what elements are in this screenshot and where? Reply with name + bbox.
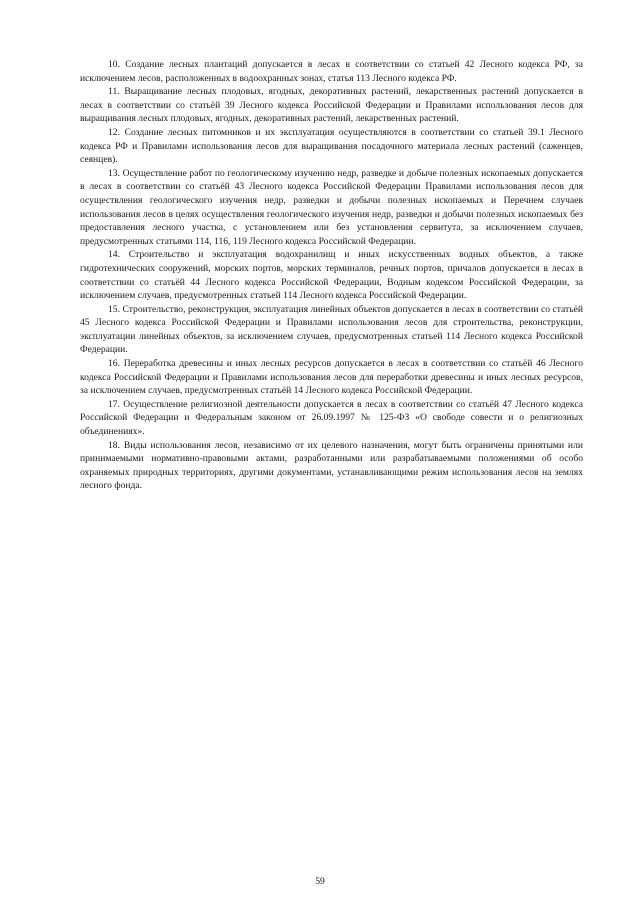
paragraph-16: 16. Переработка древесины и иных лесных ресурсов допускается в лесах в соответствии со статьёй 46 Лесного кодекса Российской Федерации и Правилами использования лесов для переработки древесины и иных лесных ресурсов, за исключением случаев, предусмотренных статьёй 14 Лесного кодекса Российской Федерации. [80,358,583,397]
page-number: 59 [315,876,325,887]
paragraph-17: 17. Осуществление религиозной деятельности допускается в лесах в соответствии со статьёй 47 Лесного кодекса Российской Федерации и Федеральным законом от 26.09.1997 № 125-ФЗ «О свободе совести и о религиозных объединениях». [80,398,583,438]
paragraph-18: 18. Виды использования лесов, независимо от их целевого назначения, могут быть ограничены принятыми или принимаемыми нормативно-правовыми актами, разработанными или разрабатываемыми положениями об особо охраняемых природных территориях, другими документами, устанавливающими режим использования лесов на землях лесного фонда. [80,439,583,492]
paragraph-14: 14. Строительство и эксплуатация водохранилищ и иных искусственных водных объектов, а также гидротехнических сооружений, морских портов, морских терминалов, речных портов, причалов допускается в лесах в соответствии со статьёй 44 Лесного кодекса Российской Федерации, Водным кодексом Российской Федерации, за исключением случаев, предусмотренных статьей 114 Лесного кодекса Российской Федерации. [80,249,583,302]
body-text [80,58,583,493]
paragraph-11: 11. Выращивание лесных плодовых, ягодных, декоративных растений, лекарственных растений допускается в лесах в соответствии со статьёй 39 Лесного кодекса Российской Федерации и Правилами использования лесов для выращивания лесных плодовых, ягодных, декоративных растений, лекарственных растений. [80,86,583,125]
paragraph-15: 15. Строительство, реконструкция, эксплуатация линейных объектов допускается в лесах в соответствии со статьёй 45 Лесного кодекса Российской Федерации и Правилами использования лесов для строительства, реконструкции, эксплуатации линейных объектов, за исключением случаев, предусмотренных статьей 114 Лесного кодекса Российской Федерации. [80,303,583,356]
paragraph-12: 12. Создание лесных питомников и их эксплуатация осуществляются в соответствии со статьей 39.1 Лесного кодекса РФ и Правилами использования лесов для выращивания посадочного материала лесных растений (саженцев, сеянцев). [80,126,583,166]
paragraph-13: 13. Осуществление работ по геологическому изучению недр, разведке и добыче полезных ископаемых допускается в лесах в соответствии со статьёй 43 Лесного кодекса Российской Федерации Правилами использования лесов для осуществления геологического изучения недр, разведки и добычи полезных ископаемых и Перечнем случаев использования лесов в целях осуществления геологического изучения недр, разведки и добычи полезных ископаемых без предоставления лесного участка, с установлением или без установления сервитута, за исключением случаев, предусмотренных статьями 114, 116, 119 Лесного кодекса Российской Федерации. [80,167,583,247]
paragraph-10: 10. Создание лесных плантаций допускается в лесах в соответствии со статьей 42 Лесного кодекса РФ, за исключением лесов, расположенных в водоохранных зонах, статья 113 Лесного кодекса РФ. [80,59,583,84]
